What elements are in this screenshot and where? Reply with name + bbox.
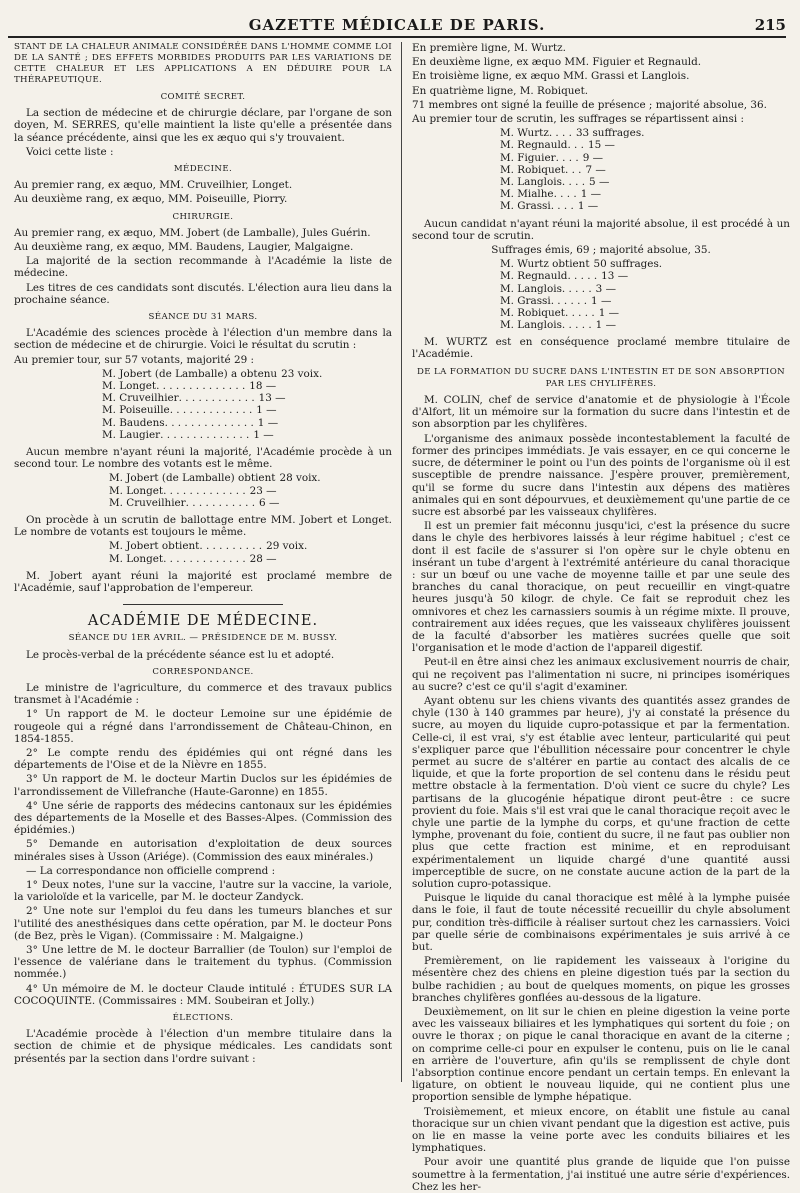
- left-column: [14, 42, 392, 1087]
- section-heading-elections: ÉLECTIONS.: [172, 1013, 234, 1024]
- section-heading-formation-sucre: DE LA FORMATION DU SUCRE DANS L'INTESTIN ET DE SON ABSORPTION PAR LES CHYLIFÈRES.: [416, 366, 786, 389]
- paragraph: Au deuxième rang, ex æquo, MM. Baudens, Laugier, Malgaigne.: [14, 241, 354, 254]
- paragraph: En quatrième ligne, M. Robiquet.: [412, 84, 589, 97]
- paragraph: Troisièmement, et mieux encore, on établit une fistule au canal thoracique sur un chien vivant pendant que la digestion est active, puis on lie en masse la veine porte avec les conduits biliaires et les lymphatiques.: [412, 1105, 790, 1155]
- paragraph: Ayant obtenu sur les chiens vivants des quantités assez grandes de chyle (130 à 140 grammes par heure), j'y ai constaté la présence du sucre, au moyen du liquide cupro-potassique et par la fermentation. Celle-ci, il est vrai, s'y est établie avec lenteur, particularité qui peut s'expliquer parce que l'ébullition nécessaire pour concentrer le chyle permet au sucre de s'altérer en partie au contact des alcalis de ce liquide, et que la forte proportion de sel contenu dans le résidu peut mettre obstacle à la fermentation. D'où vient ce sucre du chyle? Les partisans de la glucogénie hépatique diront peut-être : ce sucre provient du foie. Mais s'il est vrai que le canal thoracique reçoit avec le chyle une partie de la lymphe du corps, et qu'une fraction de cette lymphe, provenant du foie, contient du sucre, il ne faut pas oublier non plus que cette fraction est minime, et en reproduisant expérimentalement un liquide chargé d'une quantité aussi imperceptible de sucre, on ne constate aucune action de la part de la solution cupro-potassique.: [412, 694, 790, 890]
- paragraph: 2° Une note sur l'emploi du feu dans les tumeurs blanches et sur l'utilité des anesthésiques dans cette opération, par M. le docteur Pons (de Bez, près le Vigan). (Commissaire : M. Malgaigne.): [14, 905, 392, 942]
- paragraph: Au deuxième rang, ex æquo, MM. Poiseuille, Piorry.: [14, 193, 288, 206]
- paragraph: L'Académie des sciences procède à l'élection d'un membre dans la section de médecine et de chirurgie. Voici le résultat du scrutin :: [14, 327, 392, 352]
- vote-table-ballotage: [14, 540, 392, 564]
- right-column: [412, 42, 790, 1193]
- vote-table-tour1-sciences: [14, 368, 392, 441]
- table-row: M. Laugier . . . . . . . . . . . . . . 1 —: [102, 428, 274, 441]
- table-row: M. Cruveilhier . . . . . . . . . . . . 13 —: [102, 392, 286, 405]
- vote-table-tour1-medecine: [412, 127, 790, 212]
- page-number: 215: [754, 16, 786, 34]
- paragraph: Le procès-verbal de la précédente séance est lu et adopté.: [26, 648, 335, 661]
- paragraph: En troisième ligne, ex æquo MM. Grassi et Langlois.: [412, 70, 690, 83]
- paragraph: Au premier tour de scrutin, les suffrages se répartissent ainsi :: [412, 113, 744, 126]
- paragraph: Les titres de ces candidats sont discutés. L'élection aura lieu dans la prochaine séance.: [14, 281, 392, 306]
- table-row: M. Jobert (de Lamballe) obtient 28 voix.: [109, 472, 321, 485]
- column-divider: [401, 42, 402, 1082]
- paragraph: M. COLIN, chef de service d'anatomie et de physiologie à l'École d'Alfort, lit un mémoire sur la formation du sucre dans l'intestin et de son absorption par les chylifères.: [412, 394, 790, 431]
- paragraph: Aucun membre n'ayant réuni la majorité, l'Académie procède à un second tour. Le nombre des votants est le même.: [14, 445, 392, 471]
- paragraph: Suffrages émis, 69 ; majorité absolue, 35.: [491, 243, 711, 256]
- paragraph: 5° Demande en autorisation d'exploitation de deux sources minérales sises à Usson (Ariége). (Commission des eaux minérales.): [14, 838, 392, 863]
- table-row: M. Regnauld . . . . . 13 —: [500, 270, 629, 283]
- paragraph: 1° Un rapport de M. le docteur Lemoine sur une épidémie de rougeole qui a régné dans l'arrondissement de Château-Chinon, en 1854-1855.: [14, 708, 392, 745]
- paragraph: 2° Le compte rendu des épidémies qui ont régné dans les départements de l'Oise et de la Nièvre en 1855.: [14, 746, 392, 772]
- table-row: M. Wurtz obtient 50 suffrages.: [500, 258, 663, 271]
- paragraph: Peut-il en être ainsi chez les animaux exclusivement nourris de chair, qui ne reçoivent pas l'alimentation ni sucre, ni principes isomériques au sucre? c'est ce qu'il s'agit d'examiner.: [412, 656, 790, 693]
- vote-table-tour2-sciences: [14, 472, 392, 509]
- paragraph: 1° Deux notes, l'une sur la vaccine, l'autre sur la vaccine, la variole, la varioloïde et la varicelle, par M. le docteur Zandyck.: [14, 879, 392, 904]
- table-row: M. Mialhe . . . . 1 —: [500, 188, 602, 201]
- table-row: M. Robiquet . . . . . 1 —: [500, 306, 620, 319]
- paragraph: 4° Une série de rapports des médecins cantonaux sur les épidémies des départements de la Moselle et des Basses-Alpes. (Commission des épidémies.): [14, 799, 392, 837]
- table-row: M. Jobert (de Lamballe) a obtenu 23 voix.: [102, 367, 323, 380]
- paragraph: La section de médecine et de chirurgie déclare, par l'organe de son doyen, M. SERRES, qu'elle maintient la liste qu'elle a présentée dans la séance précédente, ainsi que les ex æquo qui s'y trouvaient.: [14, 107, 392, 144]
- paragraph: 3° Un rapport de M. le docteur Martin Duclos sur les épidémies de l'arrondissement de Villefranche (Haute-Garonne) en 1855.: [14, 773, 392, 798]
- paragraph: L'Académie procède à l'élection d'un membre titulaire dans la section de chimie et de physique médicales. Les candidats sont présentés par la section dans l'ordre suivant :: [14, 1028, 392, 1065]
- table-row: M. Langlois . . . . . 1 —: [500, 319, 616, 332]
- paragraph: — La correspondance non officielle comprend :: [26, 864, 276, 877]
- section-heading-seance-1-avril: SÉANCE DU 1ER AVRIL. — PRÉSIDENCE DE M. BUSSY.: [68, 633, 338, 644]
- table-row: M. Longet . . . . . . . . . . . . . . 18 —: [102, 380, 277, 393]
- table-row: M. Jobert obtient . . . . . . . . . . 29 voix.: [109, 540, 308, 553]
- paragraph: En première ligne, M. Wurtz.: [412, 42, 566, 54]
- section-heading-seance-31-mars: SÉANCE DU 31 MARS.: [148, 312, 258, 323]
- page-header: [8, 14, 786, 38]
- table-row: M. Poiseuille . . . . . . . . . . . . . 1 —: [102, 404, 277, 417]
- section-heading-correspondance: CORRESPONDANCE.: [152, 666, 254, 677]
- table-row: M. Baudens . . . . . . . . . . . . . . 1 —: [102, 416, 279, 429]
- journal-title: GAZETTE MÉDICALE DE PARIS.: [248, 16, 546, 34]
- table-row: M. Langlois . . . . 5 —: [500, 175, 610, 188]
- paragraph: 71 membres ont signé la feuille de présence ; majorité absolue, 36.: [412, 98, 767, 111]
- paragraph: Il est un premier fait méconnu jusqu'ici, c'est la présence du sucre dans le chyle des herbivores laissés à leur régime habituel ; c'est ce dont il est facile de s'assurer si l'on opère sur le chyle obtenu en insérant un tube d'argent à l'extrémité antérieure du canal thoracique : sur un bœuf ou une vache de moyenne taille et par une seule des branches du canal thoracique, on peut recueillir en vingt-quatre heures jusqu'à 50 kilogr. de chyle. Ce fait se reproduit chez les omnivores et chez les carnassiers soumis à un régime mixte. Il prouve, contrairement aux idées reçues, que les vaisseaux chylifères jouissent de la faculté d'absorber les matières sucrées quelle que soit l'organisation et le mode d'action de l'appareil digestif.: [412, 520, 790, 655]
- section-heading-chirurgie: CHIRURGIE.: [172, 211, 234, 222]
- paragraph: Premièrement, on lie rapidement les vaisseaux à l'origine du mésentère chez des chiens en pleine digestion tués par la section du bulbe rachidien ; au bout de quelques moments, on pique les grosses branches chylifères gonflées au-dessous de la ligature.: [412, 955, 790, 1004]
- paragraph: Voici cette liste :: [26, 145, 114, 158]
- section-heading-comite: COMITÉ SECRET.: [160, 92, 246, 102]
- table-row: M. Wurtz . . . . 33 suffrages.: [500, 127, 645, 140]
- paragraph: Au premier rang, ex æquo, MM. Jobert (de Lamballe), Jules Guérin.: [14, 226, 371, 239]
- paragraph: La majorité de la section recommande à l'Académie la liste de médecine.: [14, 255, 392, 280]
- paragraph: Aucun candidat n'ayant réuni la majorité absolue, il est procédé à un second tour de scrutin.: [412, 217, 790, 242]
- section-heading-medecine: MÉDECINE.: [173, 164, 233, 175]
- table-row: M. Longet . . . . . . . . . . . . . 23 —: [109, 484, 277, 497]
- table-row: M. Longet . . . . . . . . . . . . . 28 —: [109, 552, 277, 565]
- paragraph: M. Jobert ayant réuni la majorité est proclamé membre de l'Académie, sauf l'approbation de l'empereur.: [14, 569, 392, 594]
- vote-table-tour2-medecine: [412, 258, 790, 331]
- paragraph: Puisque le liquide du canal thoracique est mêlé à la lymphe puisée dans le foie, il faut de toute nécessité recueillir du chyle absolument pur, condition très-difficile à réaliser surtout chez les carnassiers. Voici par quelle série de combinaisons expérimentales je suis arrivé à ce but.: [412, 892, 790, 954]
- table-row: M. Langlois . . . . . 3 —: [500, 282, 616, 295]
- paragraph: Pour avoir une quantité plus grande de liquide que l'on puisse soumettre à la fermentation, j'ai institué une autre série d'expériences. Chez les her-: [412, 1156, 790, 1193]
- table-row: M. Figuier . . . . 9 —: [500, 151, 603, 164]
- paragraph: Au premier rang, ex æquo, MM. Cruveilhier, Longet.: [14, 179, 293, 192]
- paragraph: Le ministre de l'agriculture, du commerce et des travaux publics transmet à l'Académie :: [14, 681, 392, 707]
- table-row: M. Regnauld . . . 15 —: [500, 139, 615, 152]
- section-divider: [123, 604, 283, 605]
- lead-paragraph: STANT DE LA CHALEUR ANIMALE CONSIDÉRÉE DANS L'HOMME COMME LOI DE LA SANTÉ ; DES EFFETS MORBIDES PRODUITS PAR LES VARIATIONS DE CETTE CHALEUR ET LES APPLICATIONS A EN DÉDUIRE POUR LA THÉRAPEUTIQUE.: [14, 42, 392, 85]
- paragraph: On procède à un scrutin de ballottage entre MM. Jobert et Longet. Le nombre de votants est toujours le même.: [14, 513, 392, 539]
- paragraph: Deuxièmement, on lit sur le chien en pleine digestion la veine porte avec les vaisseaux biliaires et les lymphatiques qui sortent du foie ; on ouvre le thorax ; on pique le canal thoracique en avant de la citerne ; on comprime celle-ci pour en expulser le contenu, puis on lie le canal en arrière de l'ouverture, afin qu'ils se remplissent de chyle dont l'absorption continue encore pendant un certain temps. En enlevant la ligature, on obtient le nouveau liquide, qui ne contient plus une proportion sensible de lymphe hépatique.: [412, 1006, 790, 1104]
- paragraph: En deuxième ligne, ex æquo MM. Figuier et Regnauld.: [412, 56, 702, 69]
- section-heading-academie: ACADÉMIE DE MÉDECINE.: [87, 613, 319, 630]
- paragraph: 3° Une lettre de M. le docteur Barrallier (de Toulon) sur l'emploi de l'essence de valériane dans le traitement du typhus. (Commission nommée.): [14, 944, 392, 981]
- paragraph: M. WURTZ est en conséquence proclamé membre titulaire de l'Académie.: [412, 336, 790, 361]
- paragraph: Au premier tour, sur 57 votants, majorité 29 :: [14, 353, 255, 366]
- table-row: M. Robiquet . . . 7 —: [500, 163, 606, 176]
- table-row: M. Grassi . . . . . . 1 —: [500, 294, 612, 307]
- paragraph: L'organisme des animaux possède incontestablement la faculté de former des principes immédiats. Je vais essayer, en ce qui concerne le sucre, de déterminer le point ou l'un des points de l'organisme où il est susceptible de prendre naissance. J'espère prouver, premièrement, qu'il se forme du sucre dans l'intestin aux dépens des matières animales qui en sont dépourvues, et deuxièmement qu'une partie de ce sucre est absorbé par les vaisseaux chylifères.: [412, 432, 790, 518]
- paragraph: 4° Un mémoire de M. le docteur Claude intitulé : ÉTUDES SUR LA COCOQUINTE. (Commissaires : MM. Soubeiran et Jolly.): [14, 982, 392, 1007]
- table-row: M. Grassi . . . . 1 —: [500, 200, 599, 213]
- table-row: M. Cruveilhier . . . . . . . . . . . 6 —: [109, 496, 280, 509]
